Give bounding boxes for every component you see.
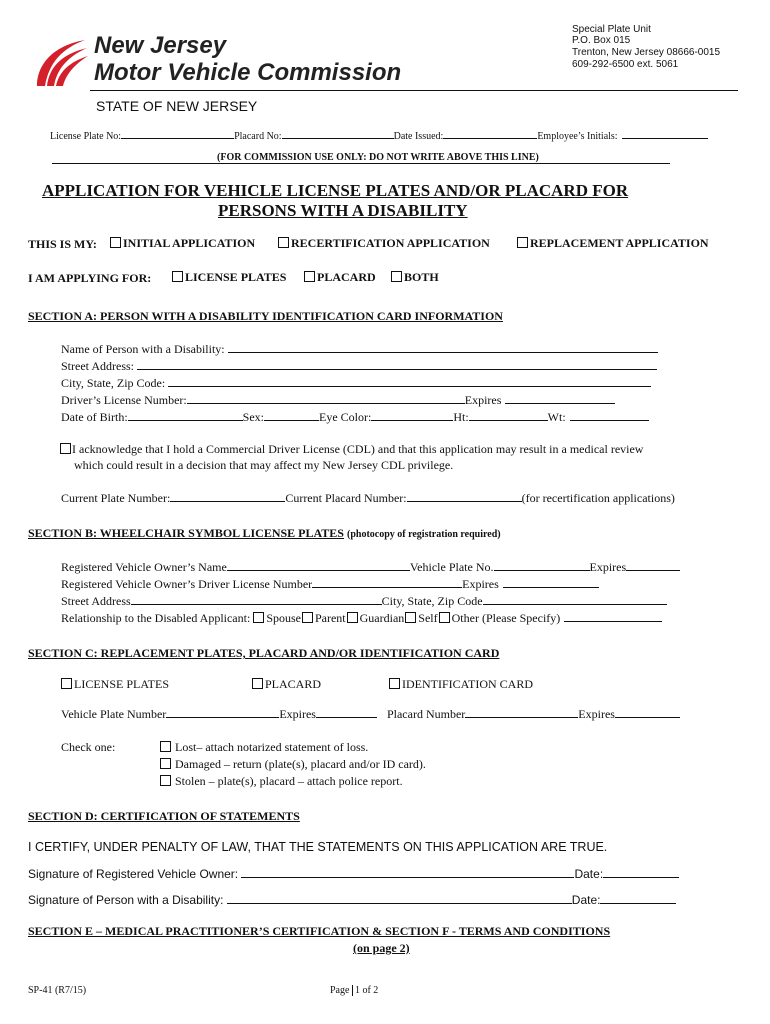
lost-option[interactable] [160,740,368,755]
section-b-note: (photocopy of registration required) [346,529,501,540]
current-plate-label: Current Plate Number: [61,491,171,505]
replace-id-card-checkbox[interactable] [389,678,400,689]
placard-checkbox[interactable] [304,271,315,282]
other-label: Other (Please Specify) [451,611,561,625]
wt-field[interactable] [570,409,649,421]
cdl-line2: which could result in a decision that may affect my New Jersey CDL privilege. [74,458,454,472]
owner-city-label: City, State, Zip Code [381,594,483,608]
stolen-label: Stolen – plate(s), placard – attach police report. [175,774,403,788]
relationship-label: Relationship to the Disabled Applicant: [61,611,251,625]
date-issued-field[interactable] [443,127,537,139]
both-checkbox[interactable] [391,271,402,282]
placard-label: PLACARD [317,270,376,284]
street-address-label: Street Address: [61,359,134,373]
license-plate-no-field[interactable] [121,127,234,139]
agency-name-line2: Motor Vehicle Commission [94,59,402,86]
placard-option[interactable] [304,270,376,285]
c-placard-number-field[interactable] [465,706,578,718]
c-placard-expires-field[interactable] [615,706,680,718]
guardian-label: Guardian [359,611,405,625]
certify-statement: I CERTIFY, UNDER PENALTY OF LAW, THAT THE STATEMENTS ON THIS APPLICATION ARE TRUE. [28,840,608,854]
recertification-application-option[interactable] [278,236,490,251]
street-address-field[interactable] [137,358,657,370]
replace-id-card-label: IDENTIFICATION CARD [402,677,533,691]
dl-number-field[interactable] [187,392,465,404]
spouse-label: Spouse [266,611,301,625]
dob-row [61,409,649,425]
c-placard-number-label: Placard Number [386,707,466,721]
section-b-header [28,526,501,541]
page-label: Page [330,985,350,996]
replacement-application-option[interactable] [517,236,709,251]
office-use-row [50,127,708,142]
agency-name-line1: New Jersey [94,32,227,59]
vehicle-plate-field[interactable] [494,559,590,571]
initial-application-label: INITIAL APPLICATION [123,236,256,250]
section-e-title: SECTION E – MEDICAL PRACTITIONER’S CERTIFICATION & SECTION F - TERMS AND CONDITIONS [28,924,611,938]
form-title-line2: PERSONS WITH A DISABILITY [218,201,468,220]
c-placard-expires-label: Expires [578,707,615,721]
sig-owner-row [28,866,679,881]
c-vehicle-plate-field[interactable] [166,706,279,718]
initial-application-option[interactable] [110,236,255,251]
initial-application-checkbox[interactable] [110,237,121,248]
recertification-application-checkbox[interactable] [278,237,289,248]
sig-person-row [28,892,676,907]
sig-person-label: Signature of Person with a Disability: [28,893,224,907]
sig-owner-date-label: Date: [574,867,604,881]
section-c-title: SECTION C: REPLACEMENT PLATES, PLACARD AND/OR IDENTIFICATION CARD [28,646,500,660]
employee-initials-field[interactable] [622,127,708,139]
dob-label: Date of Birth: [61,410,128,424]
other-checkbox[interactable] [439,612,450,623]
c-plate-expires-field[interactable] [316,706,377,718]
office-use-rule [52,163,670,164]
ht-field[interactable] [469,409,548,421]
sex-field[interactable] [264,409,319,421]
dl-row [61,392,615,408]
stolen-option[interactable] [160,774,403,789]
owner-dl-row [61,576,599,592]
sig-person-field[interactable] [227,892,572,904]
owner-city-field[interactable] [483,593,667,605]
self-checkbox[interactable] [405,612,416,623]
damaged-checkbox[interactable] [160,758,171,769]
owner-name-row [61,559,680,575]
replace-plates-option[interactable] [61,677,169,692]
employee-initials-label: Employee’s Initials: [537,131,618,142]
c-plate-expires-label: Expires [279,707,316,721]
form-title-line1: APPLICATION FOR VEHICLE LICENSE PLATES AND/OR PLACARD FOR [42,181,629,200]
current-placard-field[interactable] [407,490,522,502]
owner-street-field[interactable] [131,593,382,605]
applying-for-label: I AM APPLYING FOR: [28,271,152,285]
replace-placard-option[interactable] [252,677,321,692]
owner-street-label: Street Address [61,594,131,608]
city-label: City, State, Zip Code: [61,376,166,390]
this-is-my-label: THIS IS MY: [28,237,97,251]
relationship-row [61,610,662,626]
ht-label: Ht: [453,410,469,424]
owner-expires-field[interactable] [626,559,680,571]
placard-no-field[interactable] [282,127,394,139]
replacement-numbers-row [61,706,680,722]
replacement-application-checkbox[interactable] [517,237,528,248]
recert-note: (for recertification applications) [521,491,675,505]
owner-dl-expires-field[interactable] [503,576,599,588]
stolen-checkbox[interactable] [160,775,171,786]
page-indicator [330,985,378,996]
owner-dl-label: Registered Vehicle Owner’s Driver License Number [61,577,313,591]
replacement-application-label: REPLACEMENT APPLICATION [530,236,709,250]
dl-number-label: Driver’s License Number: [61,393,187,407]
replace-placard-checkbox[interactable] [252,678,263,689]
current-placard-label: Current Placard Number: [285,491,407,505]
vehicle-plate-label: Vehicle Plate No. [409,560,494,574]
spouse-checkbox[interactable] [253,612,264,623]
placard-no-label: Placard No: [234,131,282,142]
state-label: STATE OF NEW JERSEY [96,98,258,114]
wt-label: Wt: [547,410,566,424]
both-option[interactable] [391,270,439,285]
current-plate-row [61,490,675,506]
street-address-row [61,358,657,374]
this-is-my-row [28,237,97,252]
owner-name-label: Registered Vehicle Owner’s Name [61,560,227,574]
owner-dl-expires-label: Expires [462,577,499,591]
license-plate-no-label: License Plate No: [50,131,122,142]
sig-person-date-field[interactable] [600,892,676,904]
person-name-row [61,341,658,357]
lost-checkbox[interactable] [160,741,171,752]
dl-expires-field[interactable] [505,392,615,404]
address-line-1: Special Plate Unit [572,24,651,35]
damaged-label: Damaged – return (plate(s), placard and/or ID card). [175,757,426,771]
sig-owner-field[interactable] [241,866,574,878]
sig-owner-label: Signature of Registered Vehicle Owner: [28,867,239,881]
section-b-title: SECTION B: WHEELCHAIR SYMBOL LICENSE PLATES [28,526,344,540]
section-e-page-ref: (on page 2) [353,941,410,955]
owner-expires-label: Expires [589,560,627,574]
other-specify-field[interactable] [564,610,662,622]
guardian-checkbox[interactable] [347,612,358,623]
address-line-2: P.O. Box 015 [572,35,631,46]
replace-plates-label: LICENSE PLATES [74,677,170,691]
license-plates-checkbox[interactable] [172,271,183,282]
replace-placard-label: PLACARD [265,677,322,691]
license-plates-label: LICENSE PLATES [185,270,287,284]
page-of-label: 1 of 2 [352,985,378,996]
current-plate-field[interactable] [170,490,285,502]
office-use-notice: (FOR COMMISSION USE ONLY: DO NOT WRITE ABOVE THIS LINE) [217,152,539,163]
header-rule [90,90,738,91]
sig-owner-date-field[interactable] [603,866,679,878]
parent-label: Parent [314,611,346,625]
sig-person-date-label: Date: [571,893,601,907]
owner-name-field[interactable] [227,559,410,571]
city-field[interactable] [168,375,651,387]
check-one-label: Check one: [61,740,116,754]
dl-expires-label: Expires [464,393,502,407]
section-d-title: SECTION D: CERTIFICATION OF STATEMENTS [28,809,300,823]
eye-color-label: Eye Color: [319,410,372,424]
replace-plates-checkbox[interactable] [61,678,72,689]
person-name-label: Name of Person with a Disability: [61,342,225,356]
eye-color-field[interactable] [371,409,453,421]
form-id: SP-41 (R7/15) [28,985,87,996]
date-issued-label: Date Issued: [393,131,444,142]
dob-field[interactable] [128,409,243,421]
license-plates-option[interactable] [172,270,286,285]
parent-checkbox[interactable] [302,612,313,623]
cdl-acknowledge[interactable] [60,442,643,457]
section-a-title: SECTION A: PERSON WITH A DISABILITY IDENTIFICATION CARD INFORMATION [28,309,503,323]
cdl-checkbox[interactable] [60,443,71,454]
city-row [61,375,651,391]
self-label: Self [418,611,438,625]
owner-dl-field[interactable] [312,576,462,588]
recertification-application-label: RECERTIFICATION APPLICATION [291,236,490,250]
cdl-line1: I acknowledge that I hold a Commercial Driver License (CDL) and that this application may result in a medical review [72,442,644,456]
replace-id-card-option[interactable] [389,677,533,692]
c-vehicle-plate-label: Vehicle Plate Number [61,707,167,721]
lost-label: Lost– attach notarized statement of loss. [175,740,369,754]
sex-label: Sex: [242,410,264,424]
nj-mvc-logo-icon [33,36,89,88]
person-name-field[interactable] [228,341,658,353]
address-line-4: 609-292-6500 ext. 5061 [572,59,679,70]
owner-street-row [61,593,667,609]
both-label: BOTH [404,270,439,284]
damaged-option[interactable] [160,757,426,772]
address-line-3: Trenton, New Jersey 08666-0015 [572,47,721,58]
